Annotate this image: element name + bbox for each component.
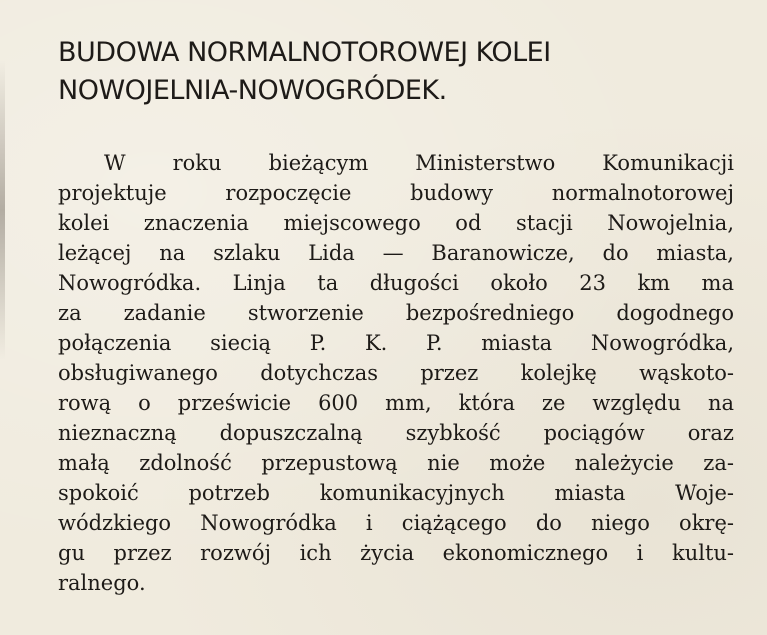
body-line: obsługiwanego dotychczas przez kolejkę wąskoto-: [58, 361, 734, 385]
body-line: Nowogródka. Linja ta długości około 23 km ma: [58, 271, 734, 295]
body-line: spokoić potrzeb komunikacyjnych miasta Woje-: [58, 481, 734, 505]
body-line: projektuje rozpoczęcie budowy normalnotorowej: [58, 181, 734, 205]
body-line: małą zdolność przepustową nie może należycie za-: [58, 451, 734, 475]
page-edge-shadow: [0, 60, 5, 360]
body-line: nieznaczną dopuszczalną szybkość pociągów oraz: [58, 421, 734, 445]
body-line: W roku bieżącym Ministerstwo Komunikacji: [104, 151, 734, 175]
body-line: ralnego.: [58, 571, 146, 595]
body-line: kolei znaczenia miejscowego od stacji Nowojelnia,: [58, 211, 734, 235]
article-heading: [58, 34, 738, 110]
article-body: [58, 148, 734, 598]
body-line: gu przez rozwój ich życia ekonomicznego i kultu-: [58, 541, 734, 565]
heading-line: BUDOWA NORMALNOTOROWEJ KOLEI: [58, 37, 551, 68]
body-line: leżącej na szlaku Lida — Baranowicze, do miasta,: [58, 241, 734, 265]
body-line: rową o prześwicie 600 mm, która ze względu na: [58, 391, 734, 415]
body-line: połączenia siecią P. K. P. miasta Nowogródka,: [58, 331, 734, 355]
body-line: wódzkiego Nowogródka i ciążącego do niego okrę-: [58, 511, 734, 535]
heading-line: NOWOJELNIA-NOWOGRÓDEK.: [58, 75, 447, 106]
body-line: za zadanie stworzenie bezpośredniego dogodnego: [58, 301, 734, 325]
